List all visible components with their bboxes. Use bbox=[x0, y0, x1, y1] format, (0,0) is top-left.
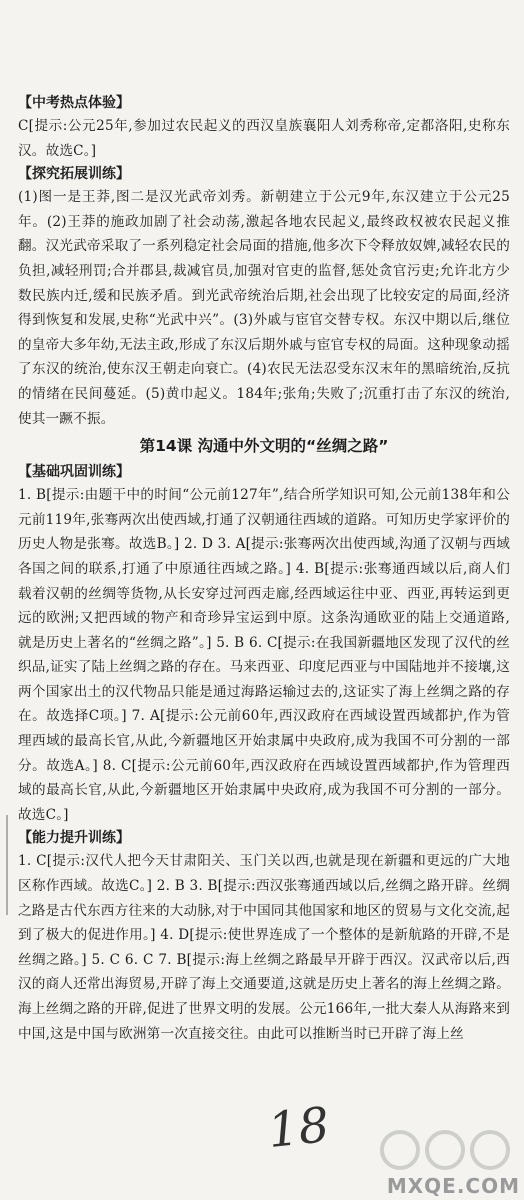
answer-content bbox=[18, 92, 510, 1046]
ability-heading: 【能力提升训练】 bbox=[18, 830, 130, 847]
exam-hotspot-answer: C[提示:公元25年,参加过农民起义的西汉皇族襄阳人刘秀称帝,定都洛阳,史称东汉。故选C。] bbox=[18, 118, 510, 159]
handwritten-page-number: 18 bbox=[265, 1096, 332, 1160]
basic-heading: 【基础巩固训练】 bbox=[18, 464, 130, 481]
explore-answer: (1)图一是王莽,图二是汉光武帝刘秀。新朝建立于公元9年,东汉建立于公元25年。(2)王莽的施政加剧了社会动荡,激起各地农民起义,最终政权被农民起义推翻。汉光武帝采取了一系列稳定社会局面的措施,他多次下令释放奴婢,减轻农民的负担,减轻刑罚;合并郡县,裁减官员,加强对官吏的监督,惩处贪官污吏;允许北方少数民族内迁,缓和民族矛盾。到光武帝统治后期,社会出现了比较安定的局面,经济得到恢复和发展,史称“光武中兴”。(3)外戚与宦官交替专权。东汉中期以后,继位的皇帝大多年幼,无法主政,形成了东汉后期外戚与宦官专权的局面。这种现象动摇了东汉的统治,使东汉王朝走向衰亡。(4)农民无法忍受东汉末年的黑暗统治,反抗的情绪在民间蔓延。(5)黄巾起义。184年;张角;失败了;沉重打击了东汉的统治,使其一蹶不振。 bbox=[18, 189, 510, 427]
margin-scan-line bbox=[6, 815, 8, 915]
watermark-text: MXQE.COM bbox=[386, 1174, 520, 1198]
ability-answer: 1. C[提示:汉代人把今天甘肃阳关、玉门关以西,也就是现在新疆和更远的广大地区称作西域。故选C。] 2. B 3. B[提示:西汉张骞通西域以后,丝绸之路开辟。丝绸之路是古代东西方往来的大动脉,对于中国同其他国家和地区的贸易与文化交流,起到了极大的促进作用。] 4. D[提示:使世界连成了一个整体的是新航路的开辟,不是丝绸之路。] 5. C 6. C 7. B[提示:海上丝绸之路最早开辟于西汉。汉武帝以后,西汉的商人还常出海贸易,开辟了海上交通要道,这就是历史上著名的海上丝绸之路。海上丝绸之路的开辟,促进了世界文明的发展。公元166年,一批大秦人从海路来到中国,这是中国与欧洲第一次直接交往。由此可以推断当时已开辟了海上丝 bbox=[18, 853, 510, 1042]
explore-heading: 【探究拓展训练】 bbox=[18, 166, 130, 183]
lesson-title: 第14课 沟通中外文明的“丝绸之路” bbox=[139, 437, 389, 456]
exam-hotspot-heading: 【中考热点体验】 bbox=[18, 95, 130, 111]
basic-answer: 1. B[提示:由题干中的时间“公元前127年”,结合所学知识可知,公元前138年和公元前119年,张骞两次出使西域,打通了汉朝通往西域的道路。可知历史学家评价的历史人物是张骞。故选B。] 2. D 3. A[提示:张骞两次出使西域,沟通了汉朝与西域各国之间的联系,打通了中原通往西域之路。] 4. B[提示:张骞通西域以后,商人们载着汉朝的丝绸等货物,从长安穿过河西走廊,经西域运往中亚、西亚,再转运到更远的欧洲;又把西域的物产和奇珍异宝运到中原。这条沟通欧亚的陆上交通道路,就是历史上著名的“丝绸之路”。] 5. B 6. C[提示:在我国新疆地区发现了汉代的丝织品,证实了陆上丝绸之路的存在。马来西亚、印度尼西亚与中国陆地并不接壤,这两个国家出土的汉代物品只能是通过海路运输过去的,这证实了海上丝绸之路的存在。故选择C项。] 7. A[提示:公元前60年,西汉政府在西域设置西域都护,作为管理西域的最高长官,从此,今新疆地区开始隶属中央政府,成为我国不可分割的一部分。故选A。] 8. C[提示:公元前60年,西汉政府在西域设置西域都护,作为管理西域的最高长官,从此,今新疆地区开始隶属中央政府,成为我国不可分割的一部分。故选C。] bbox=[18, 487, 510, 823]
